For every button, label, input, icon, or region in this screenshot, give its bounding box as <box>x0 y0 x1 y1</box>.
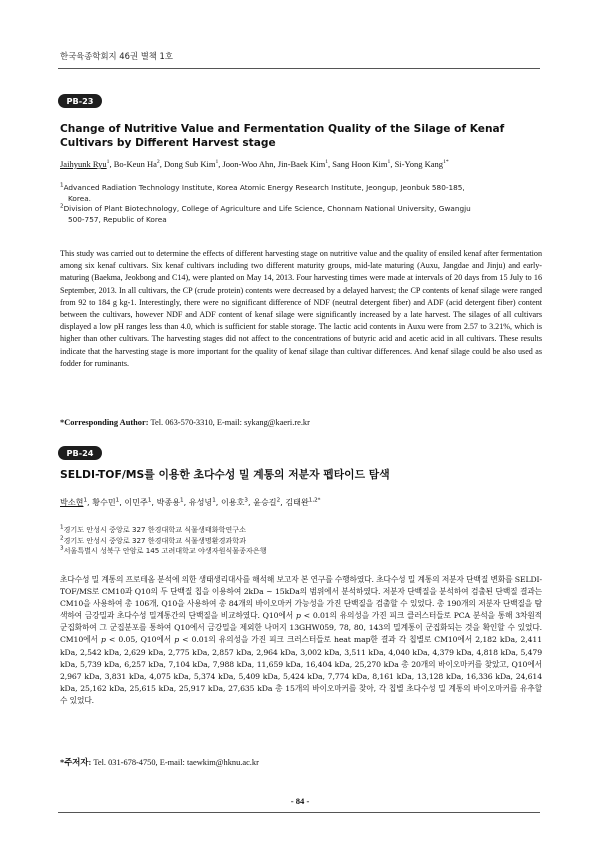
author-affil-sup: 1 <box>212 497 216 504</box>
author-name: Joon-Woo Ahn <box>222 159 274 169</box>
page-number: - 84 - <box>290 796 310 806</box>
author-name: 이용호 <box>220 497 245 507</box>
corresponding-contact: Tel. 063-570-3310, E-mail: sykang@kaeri.re.kr <box>150 418 310 427</box>
author-name: 황수민 <box>92 497 116 507</box>
author-name: 김태완 <box>285 497 309 507</box>
author-name: 이민주 <box>124 497 148 507</box>
author-list: Jaihyunk Ryu$^1$, Bo-Keun Ha$^2$, Dong Sub Kim$^1$, Joon-Woo Ahn, Jin-Baek Kim$^1$, Sang Hoon Kim$^1$, Si-Yong Kang$^{1*}$ <box>60 159 449 169</box>
author-name: Jaihyunk Ryu <box>60 159 107 169</box>
corresponding-author <box>60 418 310 427</box>
affiliation-item: $^1$경기도 안성시 중앙로 327 한경대학교 식물생태화학연구소 <box>60 524 246 534</box>
author-affil-sup: 1 <box>147 497 152 504</box>
affiliation-item: $^2$Division of Plant Biotechnology, College of Agriculture and Life Science, Chonnam National University, Gwangju <box>60 203 471 213</box>
author-affil-sup: 2 <box>156 159 160 166</box>
corresponding-label: *주저자: <box>60 758 92 767</box>
author-name: 박소현 <box>60 497 84 507</box>
abstract-body: This study was carried out to determine the effects of different harvesting stage on nutritive value and the quality of ensiled kenaf after fermentation among six kenaf cultivars. Six kenaf cultivars including two different maturity groups, mid-late maturing (Auxu, Jangdae and Jinju) and early-maturing (Baekma, Jeokbong and C14), were planted on May 14, 2013. Four harvesting times were made at intervals of 20 days from 15 July to 16 September, 2013. In all cultivars, the CP (crude protein) contents were decreased by a delayed harvest; the CP contents of kenaf silage were ranged from 92 to 184 g kg-1. Interestingly, there were no significant difference of NDF (neutral detergent fiber) and ADF (acid detergent fiber) content between the cultivars, however NDF and ADF content of kenaf silage were significantly increased by a late harvest. The silages of all cultivars displayed a low pH ranges less than 4.0, which is sufficient for stable storage. The lactic acid contents in Auxu were from 2.57 to 3.21%, which is higher than other cultivars. The harvesting stages did not affect to the concentrations of butyric acid and acetic acid in all cultivars. These results indicate that the harvesting stage is more important for the quality of kenaf silage than cultivar differences. And kenaf silage could be also used as fodder for ruminants. <box>60 249 542 368</box>
author-name: 윤승길 <box>253 497 277 507</box>
author-name: 유성녕 <box>188 497 213 507</box>
journal-header: 한국육종학회지 46권 별책 1호 <box>60 51 173 61</box>
abstract-title: SELDI-TOF/MS를 이용한 초다수성 밀 계통의 저분자 펩타이드 탐색 <box>60 468 390 481</box>
corresponding-author <box>60 756 259 768</box>
author-affil-sup: 1 <box>83 497 88 504</box>
author-affil-sup: 1 <box>215 159 219 166</box>
author-name: Dong Sub Kim <box>163 159 216 169</box>
abstract-body: 초다수성 밀 계통의 프로테옴 분석에 의한 생태생리대사를 해석해 보고자 본 연구를 수행하였다. 초다수성 밀 계통의 저분자 단백질 변화를 SELDI-TOF/MS로 CM10과 Q10의 두 단백질 칩을 이용하여 2kDa ~ 15kDa의 범위에서 분석하였다. 저분자 단백질을 분석하여 검출된 단백질 결과는 CM10을 사용하여 총 106개, Q10을 사용하여 총 84개의 바이오마커 가능성을 가진 단백질을 검출할 수 있었다. 총 190개의 저분자 단백질을 탐색하여 금강밀과 초다수성 밀계통간의 단백질을 비교하였다. Q10에서 p < 0.01의 유의성을 가진 피크 클러스터들로 PCA 분석을 통해 3차원적 군집화하여 그 군집분포를 통하여 Q10에서 금강밀을 제외한 나머지 13GHW059, 78, 80, 143의 밀계통이 군집화되는 것을 확인할 수 있었다. CM10에서 p < 0.05, Q10에서 p < 0.01의 유의성을 가진 피크 크러스터들로 heat map한 결과 각 칩별로 CM10에서 2,182 kDa, 2,411 kDa, 2,542 kDa, 2,629 kDa, 2,775 kDa, 2,857 kDa, 2,964 kDa, 3,002 kDa, 3,511 kDa, 4,040 kDa, 4,379 kDa, 4,818 kDa, 5,479 kDa, 5,739 kDa, 6,257 kDa, 7,104 kDa, 7,988 kDa, 11,659 kDa, 16,404 kDa, 25,270 kDa 총 20개의 바이오마커를 찾았고, Q10에서 2,967 kDa, 3,831 kDa, 4,075 kDa, 5,374 kDa, 5,409 kDa, 5,424 kDa, 7,774 kDa, 8,161 kDa, 13,128 kDa, 16,336 kDa, 24,614 kDa, 25,162 kDa, 25,615 kDa, 25,917 kDa, 27,635 kDa 총 15개의 바이오마커를 찾아, 각 칩별 초다수성 밀 계통의 바이오마커를 유추할 수 있었다. <box>60 575 542 705</box>
abstract-title: Change of Nutritive Value and Fermentation Quality of the Silage of Kenaf Cultivars by Different Harvest stage <box>60 123 505 149</box>
author-affil-sup: 1 <box>115 497 120 504</box>
affiliation-item: $^1$Advanced Radiation Technology Institute, Korea Atomic Energy Research Institute, Jeongup, Jeonbuk 580-185, <box>60 182 465 192</box>
affiliation-item: $^3$서울특별시 성북구 안암로 145 고려대학교 야생자원식물종자은행 <box>60 545 267 555</box>
author-name: 박종용 <box>156 497 181 507</box>
abstract-id-badge: PB-24 <box>58 446 102 460</box>
affiliation-list <box>60 525 546 557</box>
author-name: Sang Hoon Kim <box>332 159 388 169</box>
author-name: Si-Yong Kang <box>394 159 444 169</box>
author-affil-sup: 3 <box>244 497 248 504</box>
author-affil-sup: 1 <box>387 159 391 166</box>
affiliation-list <box>60 183 546 225</box>
abstract-id-badge: PB-23 <box>58 94 102 108</box>
author-name: Jin-Baek Kim <box>277 159 326 169</box>
author-affil-sup: 1 <box>106 159 110 166</box>
corresponding-label: *Corresponding Author: <box>60 418 149 427</box>
footer-divider <box>58 812 540 813</box>
author-name: Bo-Keun Ha <box>113 159 157 169</box>
author-affil-sup: 1,2* <box>308 497 321 504</box>
author-affil-sup: 1 <box>180 497 184 504</box>
affiliation-item-cont: Korea. <box>68 193 92 203</box>
author-affil-sup: 2 <box>276 497 281 504</box>
corresponding-contact: Tel. 031-678-4750, E-mail: taewkim@hknu.ac.kr <box>93 758 259 767</box>
header-divider <box>58 68 540 69</box>
affiliation-item-cont: 500-757, Republic of Korea <box>68 214 167 224</box>
author-affil-sup: 1 <box>325 159 329 166</box>
affiliation-item: $^2$경기도 안성시 중앙로 327 한경대학교 식물생명환경과학과 <box>60 535 246 545</box>
author-list: 박소현$^1$, 황수민$^1$, 이민주$^1$, 박종용$^1$, 유성녕$^1$, 이용호$^3$, 윤승길$^2$, 김태완$^{1,2*}$ <box>60 497 321 507</box>
author-affil-sup: 1* <box>443 159 449 166</box>
